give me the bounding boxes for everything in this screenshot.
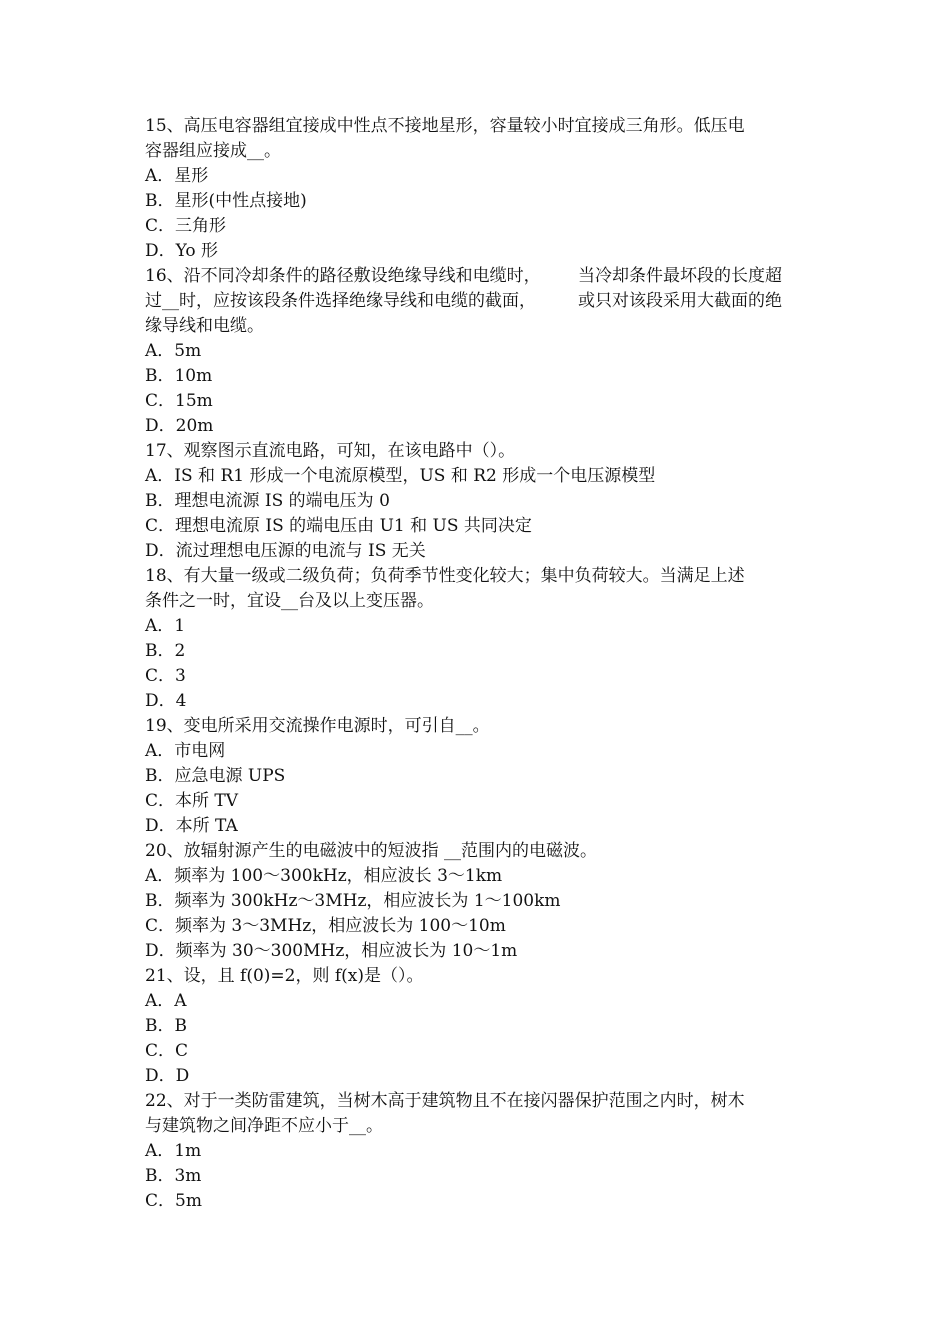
question-17-option-d: D．流过理想电压源的电流与 IS 无关 xyxy=(145,541,426,561)
question-15-option-d: D．Yo 形 xyxy=(145,241,219,261)
question-19-option-b: B．应急电源 UPS xyxy=(145,766,286,786)
question-15-option-a: A．星形 xyxy=(145,166,209,186)
question-16-option-b: B．10m xyxy=(145,366,213,386)
question-19-option-a: A．市电网 xyxy=(145,741,226,761)
question-21-option-c: C．C xyxy=(145,1041,189,1061)
question-16-stem-line-1-right: 当冷却条件最坏段的长度超 xyxy=(578,266,782,286)
question-19-option-d: D．本所 TA xyxy=(145,816,238,836)
question-20-option-b: B．频率为 300kHz～3MHz，相应波长为 1～100km xyxy=(145,891,561,911)
question-22-stem-line-1: 22、对于一类防雷建筑，当树木高于建筑物且不在接闪器保护范围之内时，树木 xyxy=(145,1091,745,1111)
question-20-stem: 20、放辐射源产生的电磁波中的短波指 __范围内的电磁波。 xyxy=(145,841,598,861)
question-15-stem-line-2: 容器组应接成__。 xyxy=(145,141,281,161)
question-19-stem: 19、变电所采用交流操作电源时，可引自__。 xyxy=(145,716,490,736)
question-18-option-d: D．4 xyxy=(145,691,187,711)
question-18-option-a: A．1 xyxy=(145,616,186,636)
question-17-stem: 17、观察图示直流电路，可知，在该电路中（）。 xyxy=(145,441,516,461)
question-21-option-a: A．A xyxy=(145,991,187,1011)
question-20-option-a: A．频率为 100～300kHz，相应波长 3～1km xyxy=(145,866,503,886)
question-17-option-a: A．IS 和 R1 形成一个电流原模型，US 和 R2 形成一个电压源模型 xyxy=(145,466,656,486)
question-18-stem-line-2: 条件之一时，宜设__台及以上变压器。 xyxy=(145,591,434,611)
question-16-stem-line-3: 缘导线和电缆。 xyxy=(145,316,264,336)
question-22-option-c: C．5m xyxy=(145,1191,202,1211)
question-17-option-c: C．理想电流原 IS 的端电压由 U1 和 US 共同决定 xyxy=(145,516,532,536)
question-20-option-c: C．频率为 3～3MHz，相应波长为 100～10m xyxy=(145,916,506,936)
question-22-option-b: B．3m xyxy=(145,1166,202,1186)
question-17-option-b: B．理想电流源 IS 的端电压为 0 xyxy=(145,491,390,511)
question-18-option-b: B．2 xyxy=(145,641,186,661)
question-22-option-a: A．1m xyxy=(145,1141,202,1161)
question-16-option-c: C．15m xyxy=(145,391,213,411)
question-19-option-c: C．本所 TV xyxy=(145,791,239,811)
question-15-option-c: C．三角形 xyxy=(145,216,227,236)
question-21-option-d: D．D xyxy=(145,1066,190,1086)
question-15-stem-line-1: 15、高压电容器组宜接成中性点不接地星形，容量较小时宜接成三角形。低压电 xyxy=(145,116,745,136)
question-21-stem: 21、设，且 f(0)=2，则 f(x)是（）。 xyxy=(145,966,424,986)
question-18-option-c: C．3 xyxy=(145,666,186,686)
question-20-option-d: D．频率为 30～300MHz，相应波长为 10～1m xyxy=(145,941,518,961)
question-16-option-d: D．20m xyxy=(145,416,214,436)
question-18-stem-line-1: 18、有大量一级或二级负荷；负荷季节性变化较大；集中负荷较大。当满足上述 xyxy=(145,566,745,586)
question-16-stem-line-2-right: 或只对该段采用大截面的绝 xyxy=(578,291,782,311)
question-15-option-b: B．星形(中性点接地) xyxy=(145,191,307,211)
question-16-option-a: A．5m xyxy=(145,341,202,361)
question-16-stem-line-1-left: 16、沿不同冷却条件的路径敷设绝缘导线和电缆时， xyxy=(145,266,541,286)
question-21-option-b: B．B xyxy=(145,1016,187,1036)
question-16-stem-line-2-left: 过__时，应按该段条件选择绝缘导线和电缆的截面， xyxy=(145,291,536,311)
question-22-stem-line-2: 与建筑物之间净距不应小于__。 xyxy=(145,1116,383,1136)
